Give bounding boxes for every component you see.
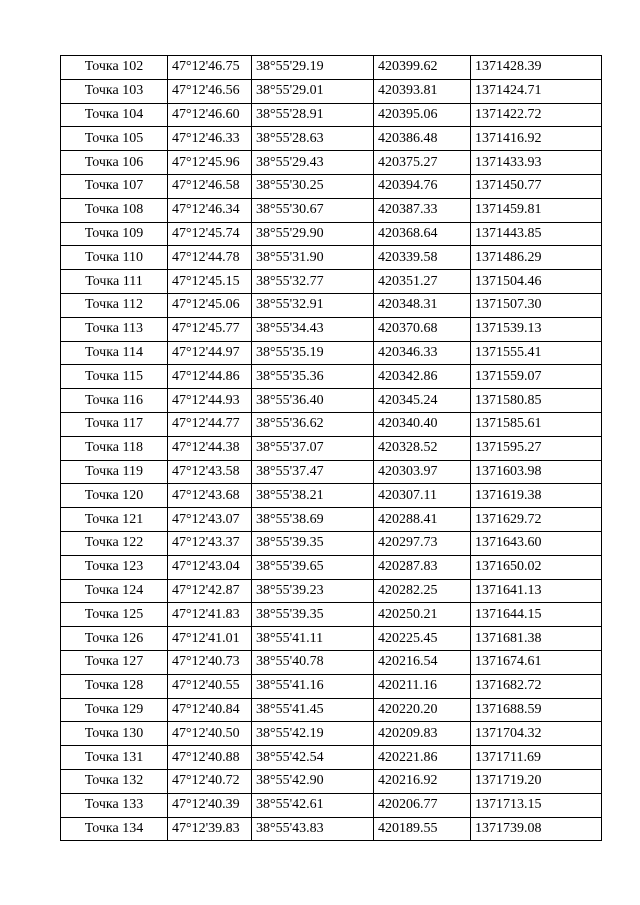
latitude-cell: 47°12'40.39 <box>168 793 252 817</box>
longitude-cell: 38°55'41.16 <box>252 674 374 698</box>
longitude-cell: 38°55'39.65 <box>252 555 374 579</box>
y-coordinate-cell: 1371674.61 <box>471 650 602 674</box>
point-name-cell: Точка 133 <box>61 793 168 817</box>
point-name-cell: Точка 127 <box>61 650 168 674</box>
table-row <box>61 103 602 127</box>
longitude-cell: 38°55'32.77 <box>252 270 374 294</box>
point-name-cell: Точка 113 <box>61 317 168 341</box>
table-row <box>61 174 602 198</box>
latitude-cell: 47°12'40.84 <box>168 698 252 722</box>
longitude-cell: 38°55'41.45 <box>252 698 374 722</box>
longitude-cell: 38°55'30.67 <box>252 198 374 222</box>
latitude-cell: 47°12'44.93 <box>168 389 252 413</box>
point-name-cell: Точка 110 <box>61 246 168 270</box>
x-coordinate-cell: 420348.31 <box>374 293 471 317</box>
point-name-cell: Точка 124 <box>61 579 168 603</box>
longitude-cell: 38°55'29.43 <box>252 151 374 175</box>
y-coordinate-cell: 1371688.59 <box>471 698 602 722</box>
table-row <box>61 127 602 151</box>
latitude-cell: 47°12'43.07 <box>168 508 252 532</box>
x-coordinate-cell: 420221.86 <box>374 746 471 770</box>
table-row <box>61 365 602 389</box>
latitude-cell: 47°12'46.33 <box>168 127 252 151</box>
latitude-cell: 47°12'41.83 <box>168 603 252 627</box>
latitude-cell: 47°12'46.56 <box>168 79 252 103</box>
latitude-cell: 47°12'45.74 <box>168 222 252 246</box>
point-name-cell: Точка 105 <box>61 127 168 151</box>
y-coordinate-cell: 1371704.32 <box>471 722 602 746</box>
latitude-cell: 47°12'43.37 <box>168 531 252 555</box>
table-row <box>61 531 602 555</box>
latitude-cell: 47°12'43.68 <box>168 484 252 508</box>
y-coordinate-cell: 1371595.27 <box>471 436 602 460</box>
latitude-cell: 47°12'42.87 <box>168 579 252 603</box>
x-coordinate-cell: 420216.54 <box>374 650 471 674</box>
latitude-cell: 47°12'40.72 <box>168 769 252 793</box>
longitude-cell: 38°55'42.19 <box>252 722 374 746</box>
table-row <box>61 674 602 698</box>
x-coordinate-cell: 420340.40 <box>374 412 471 436</box>
latitude-cell: 47°12'41.01 <box>168 627 252 651</box>
point-name-cell: Точка 128 <box>61 674 168 698</box>
point-name-cell: Точка 119 <box>61 460 168 484</box>
latitude-cell: 47°12'45.06 <box>168 293 252 317</box>
longitude-cell: 38°55'38.21 <box>252 484 374 508</box>
y-coordinate-cell: 1371643.60 <box>471 531 602 555</box>
point-name-cell: Точка 130 <box>61 722 168 746</box>
point-name-cell: Точка 129 <box>61 698 168 722</box>
x-coordinate-cell: 420216.92 <box>374 769 471 793</box>
table-row <box>61 222 602 246</box>
table-row <box>61 698 602 722</box>
longitude-cell: 38°55'42.90 <box>252 769 374 793</box>
point-name-cell: Точка 111 <box>61 270 168 294</box>
x-coordinate-cell: 420351.27 <box>374 270 471 294</box>
longitude-cell: 38°55'29.90 <box>252 222 374 246</box>
coordinates-table-body <box>61 56 602 841</box>
latitude-cell: 47°12'46.34 <box>168 198 252 222</box>
latitude-cell: 47°12'43.04 <box>168 555 252 579</box>
latitude-cell: 47°12'45.15 <box>168 270 252 294</box>
coordinates-table <box>60 55 602 841</box>
x-coordinate-cell: 420399.62 <box>374 56 471 80</box>
x-coordinate-cell: 420220.20 <box>374 698 471 722</box>
point-name-cell: Точка 122 <box>61 531 168 555</box>
longitude-cell: 38°55'39.23 <box>252 579 374 603</box>
latitude-cell: 47°12'45.96 <box>168 151 252 175</box>
x-coordinate-cell: 420368.64 <box>374 222 471 246</box>
x-coordinate-cell: 420250.21 <box>374 603 471 627</box>
longitude-cell: 38°55'39.35 <box>252 531 374 555</box>
longitude-cell: 38°55'42.54 <box>252 746 374 770</box>
point-name-cell: Точка 126 <box>61 627 168 651</box>
y-coordinate-cell: 1371629.72 <box>471 508 602 532</box>
latitude-cell: 47°12'43.58 <box>168 460 252 484</box>
y-coordinate-cell: 1371433.93 <box>471 151 602 175</box>
latitude-cell: 47°12'46.60 <box>168 103 252 127</box>
y-coordinate-cell: 1371507.30 <box>471 293 602 317</box>
y-coordinate-cell: 1371650.02 <box>471 555 602 579</box>
longitude-cell: 38°55'43.83 <box>252 817 374 841</box>
longitude-cell: 38°55'35.36 <box>252 365 374 389</box>
x-coordinate-cell: 420342.86 <box>374 365 471 389</box>
x-coordinate-cell: 420387.33 <box>374 198 471 222</box>
table-row <box>61 627 602 651</box>
latitude-cell: 47°12'39.83 <box>168 817 252 841</box>
table-row <box>61 436 602 460</box>
longitude-cell: 38°55'34.43 <box>252 317 374 341</box>
y-coordinate-cell: 1371443.85 <box>471 222 602 246</box>
y-coordinate-cell: 1371486.29 <box>471 246 602 270</box>
y-coordinate-cell: 1371682.72 <box>471 674 602 698</box>
table-row <box>61 555 602 579</box>
latitude-cell: 47°12'40.50 <box>168 722 252 746</box>
table-row <box>61 769 602 793</box>
table-row <box>61 508 602 532</box>
point-name-cell: Точка 132 <box>61 769 168 793</box>
table-row <box>61 650 602 674</box>
y-coordinate-cell: 1371719.20 <box>471 769 602 793</box>
x-coordinate-cell: 420370.68 <box>374 317 471 341</box>
x-coordinate-cell: 420303.97 <box>374 460 471 484</box>
x-coordinate-cell: 420297.73 <box>374 531 471 555</box>
longitude-cell: 38°55'31.90 <box>252 246 374 270</box>
y-coordinate-cell: 1371555.41 <box>471 341 602 365</box>
longitude-cell: 38°55'29.01 <box>252 79 374 103</box>
point-name-cell: Точка 120 <box>61 484 168 508</box>
x-coordinate-cell: 420225.45 <box>374 627 471 651</box>
table-row <box>61 484 602 508</box>
x-coordinate-cell: 420375.27 <box>374 151 471 175</box>
latitude-cell: 47°12'44.97 <box>168 341 252 365</box>
point-name-cell: Точка 123 <box>61 555 168 579</box>
latitude-cell: 47°12'44.86 <box>168 365 252 389</box>
point-name-cell: Точка 116 <box>61 389 168 413</box>
y-coordinate-cell: 1371450.77 <box>471 174 602 198</box>
point-name-cell: Точка 131 <box>61 746 168 770</box>
longitude-cell: 38°55'40.78 <box>252 650 374 674</box>
x-coordinate-cell: 420328.52 <box>374 436 471 460</box>
latitude-cell: 47°12'44.78 <box>168 246 252 270</box>
y-coordinate-cell: 1371585.61 <box>471 412 602 436</box>
longitude-cell: 38°55'38.69 <box>252 508 374 532</box>
x-coordinate-cell: 420345.24 <box>374 389 471 413</box>
table-row <box>61 389 602 413</box>
point-name-cell: Точка 102 <box>61 56 168 80</box>
table-row <box>61 198 602 222</box>
table-row <box>61 603 602 627</box>
table-row <box>61 579 602 603</box>
table-row <box>61 56 602 80</box>
x-coordinate-cell: 420211.16 <box>374 674 471 698</box>
table-row <box>61 317 602 341</box>
latitude-cell: 47°12'44.77 <box>168 412 252 436</box>
point-name-cell: Точка 114 <box>61 341 168 365</box>
table-row <box>61 293 602 317</box>
table-row <box>61 341 602 365</box>
latitude-cell: 47°12'46.75 <box>168 56 252 80</box>
y-coordinate-cell: 1371713.15 <box>471 793 602 817</box>
point-name-cell: Точка 117 <box>61 412 168 436</box>
latitude-cell: 47°12'46.58 <box>168 174 252 198</box>
point-name-cell: Точка 104 <box>61 103 168 127</box>
table-row <box>61 817 602 841</box>
x-coordinate-cell: 420339.58 <box>374 246 471 270</box>
point-name-cell: Точка 109 <box>61 222 168 246</box>
y-coordinate-cell: 1371459.81 <box>471 198 602 222</box>
x-coordinate-cell: 420288.41 <box>374 508 471 532</box>
longitude-cell: 38°55'41.11 <box>252 627 374 651</box>
point-name-cell: Точка 103 <box>61 79 168 103</box>
table-row <box>61 746 602 770</box>
y-coordinate-cell: 1371422.72 <box>471 103 602 127</box>
point-name-cell: Точка 112 <box>61 293 168 317</box>
longitude-cell: 38°55'37.47 <box>252 460 374 484</box>
longitude-cell: 38°55'39.35 <box>252 603 374 627</box>
longitude-cell: 38°55'35.19 <box>252 341 374 365</box>
y-coordinate-cell: 1371641.13 <box>471 579 602 603</box>
longitude-cell: 38°55'29.19 <box>252 56 374 80</box>
x-coordinate-cell: 420386.48 <box>374 127 471 151</box>
longitude-cell: 38°55'36.40 <box>252 389 374 413</box>
latitude-cell: 47°12'40.88 <box>168 746 252 770</box>
longitude-cell: 38°55'28.91 <box>252 103 374 127</box>
y-coordinate-cell: 1371603.98 <box>471 460 602 484</box>
table-row <box>61 246 602 270</box>
longitude-cell: 38°55'37.07 <box>252 436 374 460</box>
longitude-cell: 38°55'36.62 <box>252 412 374 436</box>
x-coordinate-cell: 420206.77 <box>374 793 471 817</box>
table-row <box>61 412 602 436</box>
point-name-cell: Точка 125 <box>61 603 168 627</box>
x-coordinate-cell: 420394.76 <box>374 174 471 198</box>
latitude-cell: 47°12'40.55 <box>168 674 252 698</box>
y-coordinate-cell: 1371580.85 <box>471 389 602 413</box>
y-coordinate-cell: 1371739.08 <box>471 817 602 841</box>
latitude-cell: 47°12'40.73 <box>168 650 252 674</box>
point-name-cell: Точка 134 <box>61 817 168 841</box>
longitude-cell: 38°55'32.91 <box>252 293 374 317</box>
y-coordinate-cell: 1371619.38 <box>471 484 602 508</box>
table-row <box>61 79 602 103</box>
x-coordinate-cell: 420393.81 <box>374 79 471 103</box>
point-name-cell: Точка 107 <box>61 174 168 198</box>
y-coordinate-cell: 1371424.71 <box>471 79 602 103</box>
x-coordinate-cell: 420209.83 <box>374 722 471 746</box>
y-coordinate-cell: 1371711.69 <box>471 746 602 770</box>
point-name-cell: Точка 121 <box>61 508 168 532</box>
table-row <box>61 270 602 294</box>
y-coordinate-cell: 1371416.92 <box>471 127 602 151</box>
longitude-cell: 38°55'30.25 <box>252 174 374 198</box>
x-coordinate-cell: 420189.55 <box>374 817 471 841</box>
point-name-cell: Точка 108 <box>61 198 168 222</box>
longitude-cell: 38°55'28.63 <box>252 127 374 151</box>
table-row <box>61 151 602 175</box>
table-row <box>61 793 602 817</box>
y-coordinate-cell: 1371559.07 <box>471 365 602 389</box>
y-coordinate-cell: 1371539.13 <box>471 317 602 341</box>
y-coordinate-cell: 1371428.39 <box>471 56 602 80</box>
longitude-cell: 38°55'42.61 <box>252 793 374 817</box>
y-coordinate-cell: 1371681.38 <box>471 627 602 651</box>
table-row <box>61 460 602 484</box>
y-coordinate-cell: 1371644.15 <box>471 603 602 627</box>
x-coordinate-cell: 420346.33 <box>374 341 471 365</box>
x-coordinate-cell: 420307.11 <box>374 484 471 508</box>
point-name-cell: Точка 115 <box>61 365 168 389</box>
table-row <box>61 722 602 746</box>
x-coordinate-cell: 420282.25 <box>374 579 471 603</box>
x-coordinate-cell: 420287.83 <box>374 555 471 579</box>
point-name-cell: Точка 118 <box>61 436 168 460</box>
y-coordinate-cell: 1371504.46 <box>471 270 602 294</box>
x-coordinate-cell: 420395.06 <box>374 103 471 127</box>
latitude-cell: 47°12'45.77 <box>168 317 252 341</box>
point-name-cell: Точка 106 <box>61 151 168 175</box>
latitude-cell: 47°12'44.38 <box>168 436 252 460</box>
